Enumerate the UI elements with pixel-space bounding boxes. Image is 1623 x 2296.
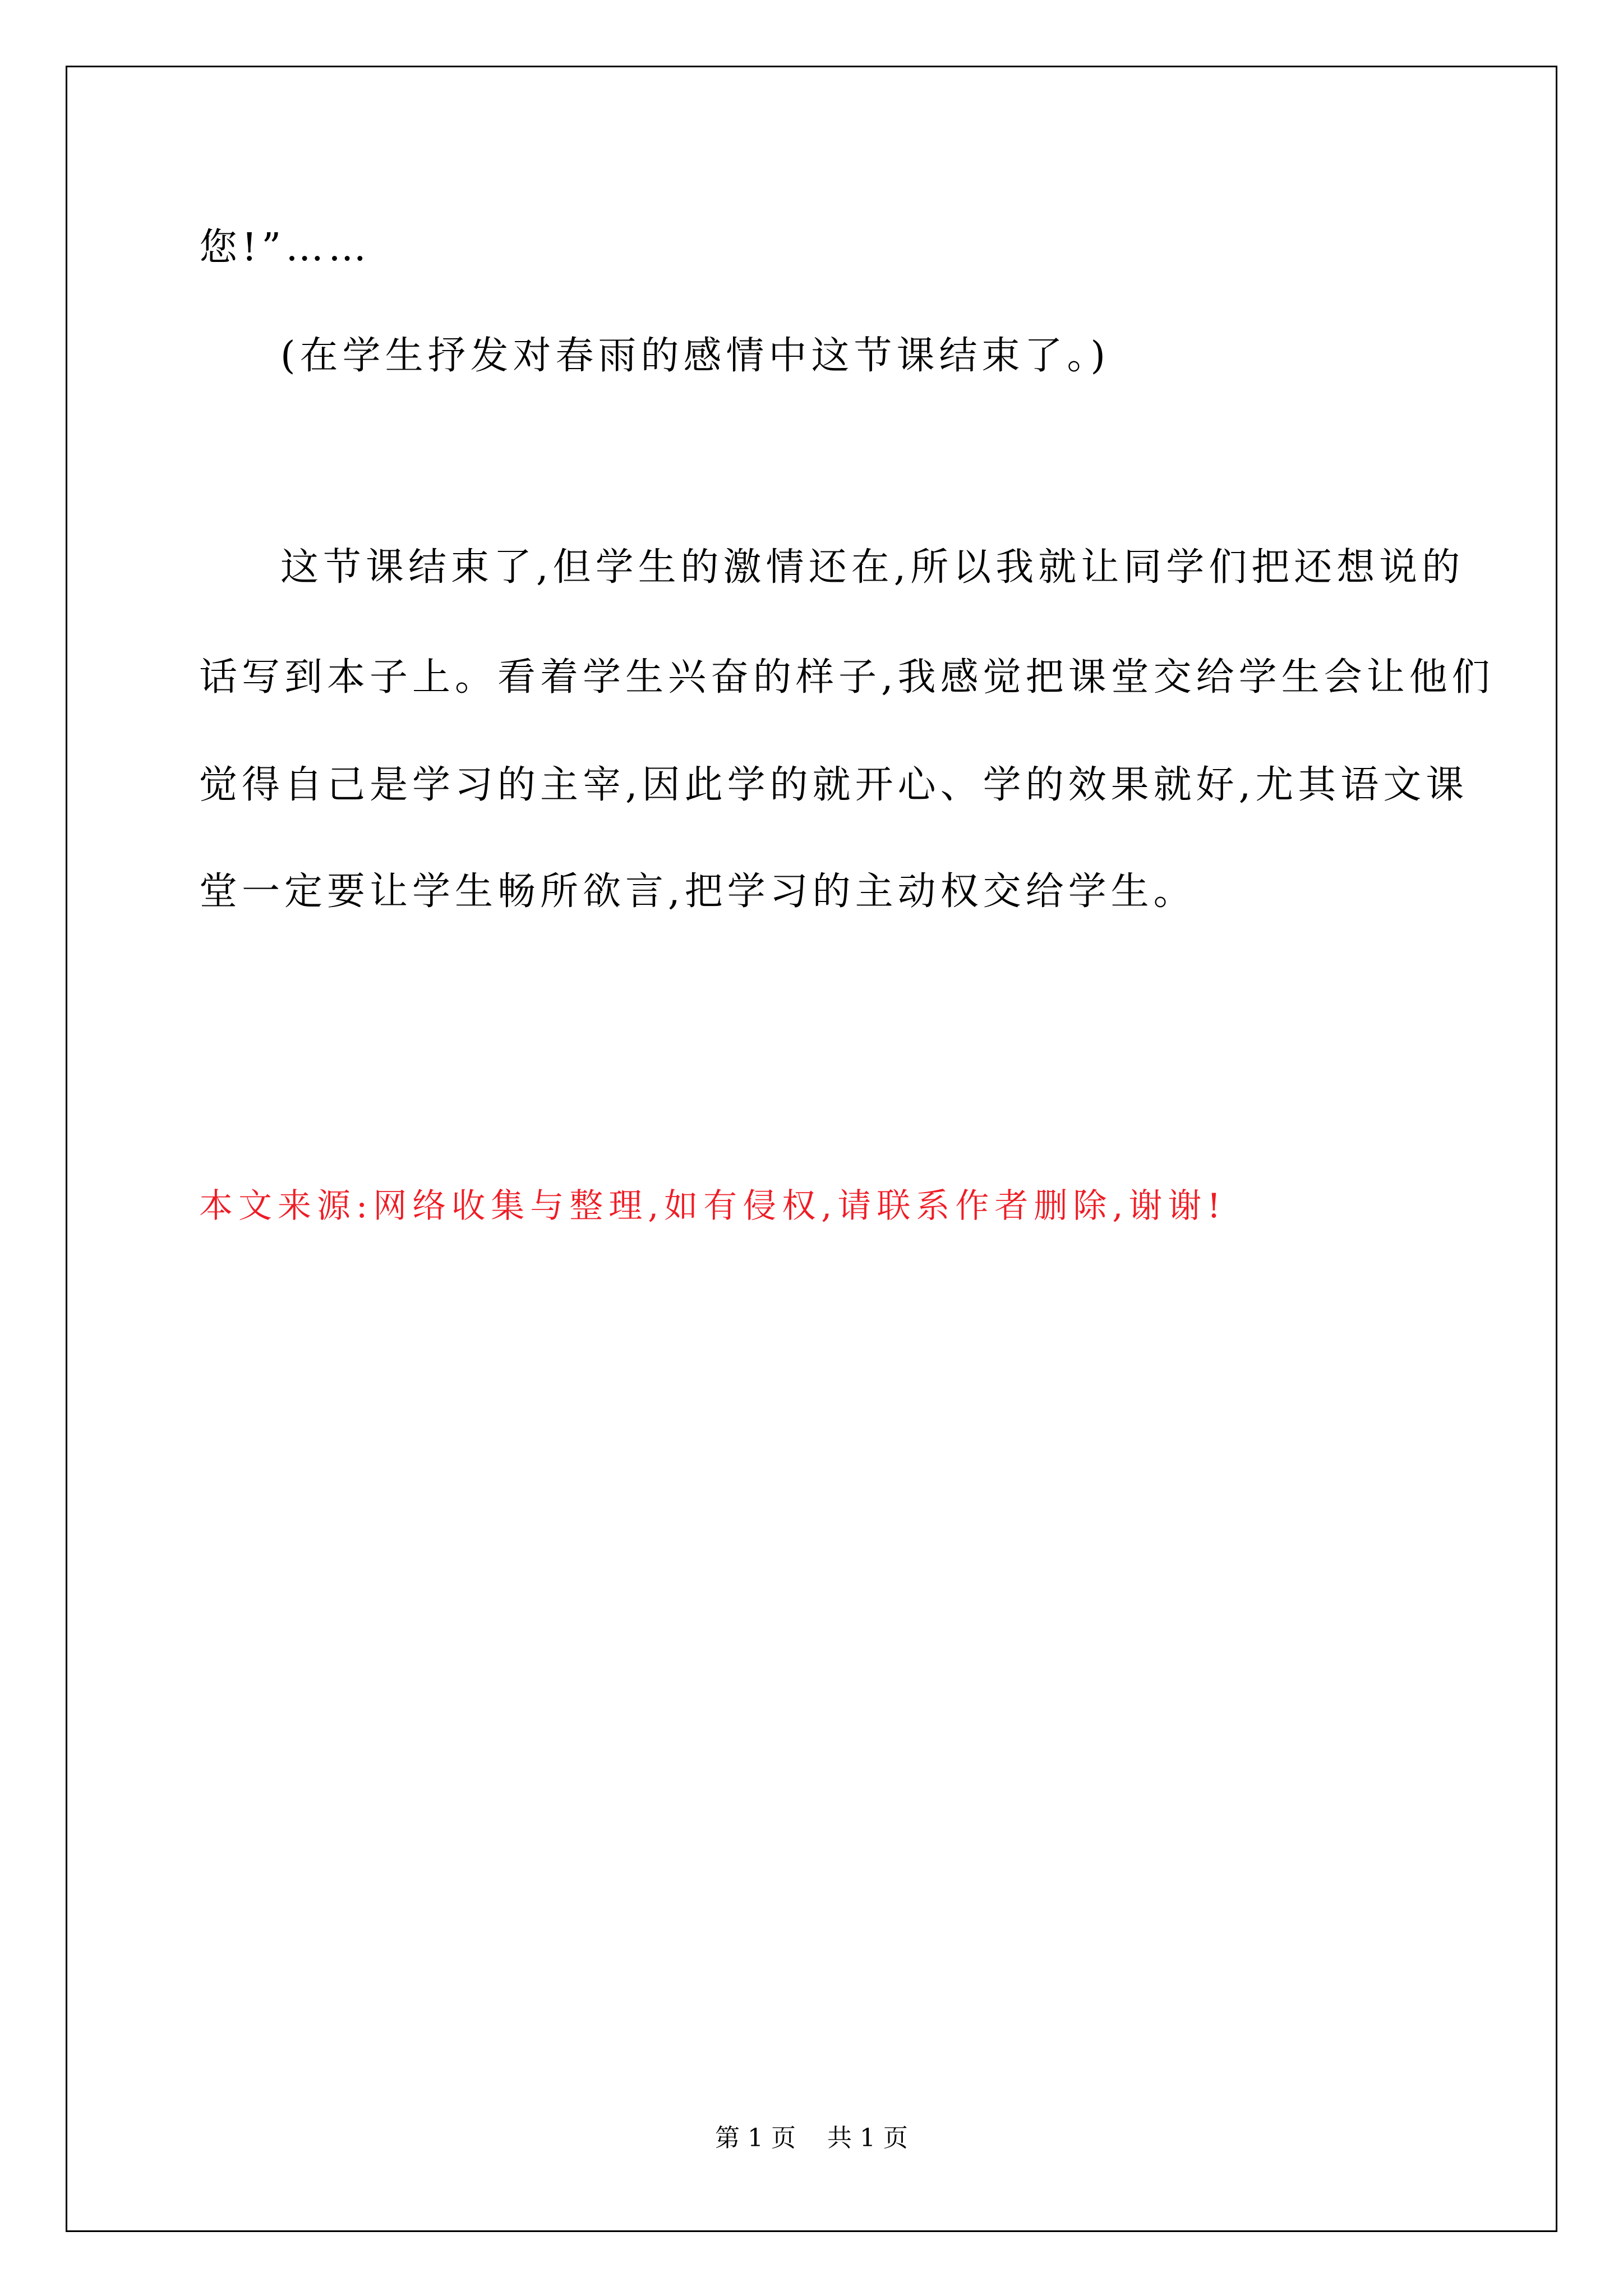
text-line-2: (在学生抒发对春雨的感情中这节课结束了。)	[280, 334, 1110, 378]
page-footer: 第 1 页 共 1 页	[715, 2124, 908, 2152]
source-notice: 本文来源:网络收集与整理,如有侵权,请联系作者删除,谢谢!	[199, 1186, 1227, 1226]
page-border	[66, 66, 1557, 2232]
paragraph-line-1: 这节课结束了,但学生的激情还在,所以我就让同学们把还想说的	[280, 545, 1465, 590]
paragraph-line-3: 觉得自己是学习的主宰,因此学的就开心、学的效果就好,尤其语文课	[199, 763, 1469, 807]
paragraph-line-2: 话写到本子上。看着学生兴奋的样子,我感觉把课堂交给学生会让他们	[199, 655, 1495, 700]
paragraph-line-4: 堂一定要让学生畅所欲言,把学习的主动权交给学生。	[199, 869, 1196, 914]
text-line-1: 您!”……	[199, 226, 371, 270]
